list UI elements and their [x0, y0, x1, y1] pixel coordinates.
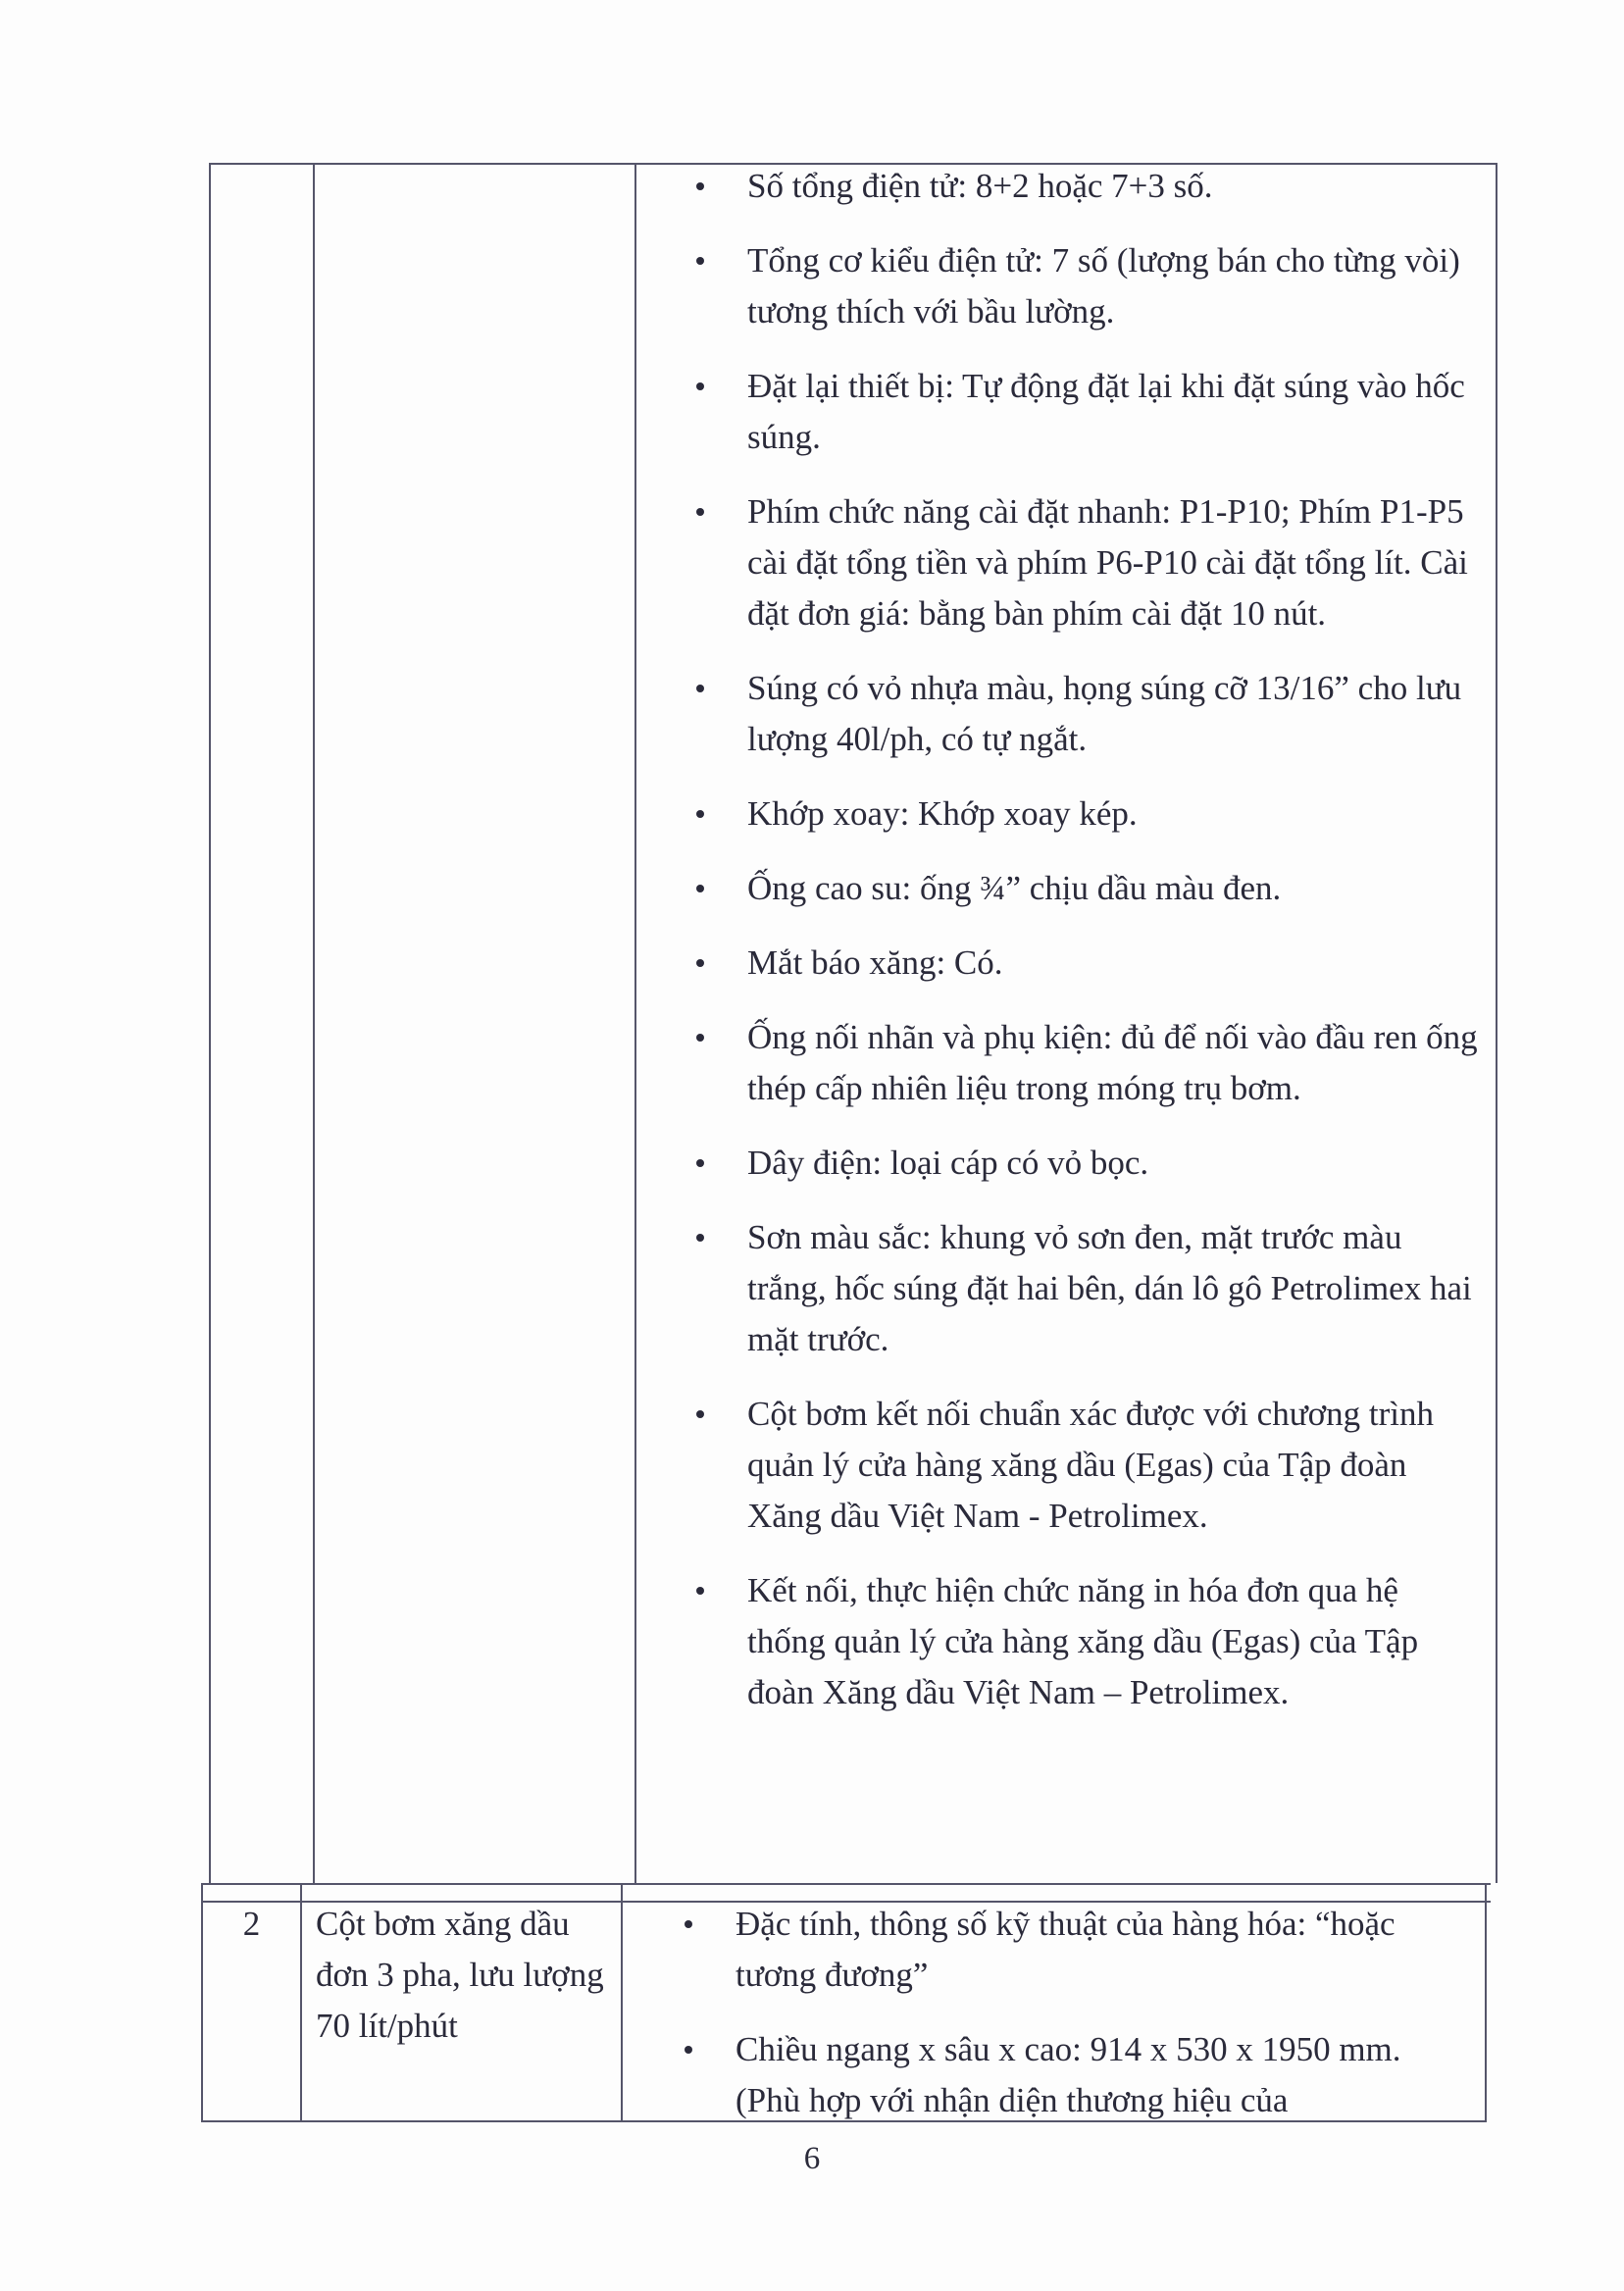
list-item: Tổng cơ kiểu điện tử: 7 số (lượng bán cho từng vòi) tương thích với bầu lường. [696, 235, 1481, 337]
list-item: Súng có vỏ nhựa màu, họng súng cỡ 13/16” cho lưu lượng 40l/ph, có tự ngắt. [696, 663, 1481, 765]
table-right-border-row2 [1485, 1883, 1487, 2122]
bullet-icon [696, 508, 704, 516]
row2-spec-cell [685, 1899, 1469, 2150]
list-item: Ống nối nhãn và phụ kiện: đủ để nối vào đầu ren ống thép cấp nhiên liệu trong móng trụ bơm. [696, 1012, 1481, 1114]
table-row-separator-top [202, 1883, 1491, 1885]
row2-stt-cell [203, 1899, 300, 1950]
row2-item-name: Cột bơm xăng dầu đơn 3 pha, lưu lượng 70 lít/phút [316, 1905, 604, 2045]
page-number: 6 [803, 2141, 821, 2176]
bullet-icon [696, 1587, 704, 1595]
list-item: Cột bơm kết nối chuẩn xác được với chương trình quản lý cửa hàng xăng dầu (Egas) của Tập đoàn Xăng dầu Việt Nam - Petrolimex. [696, 1389, 1481, 1542]
list-item: Sơn màu sắc: khung vỏ sơn đen, mặt trước màu trắng, hốc súng đặt hai bên, dán lô gô Petrolimex hai mặt trước. [696, 1212, 1481, 1365]
list-item: Khớp xoay: Khớp xoay kép. [696, 789, 1481, 840]
bullet-icon [696, 685, 704, 692]
row2-spec-list [685, 1899, 1469, 2126]
bullet-icon [696, 959, 704, 967]
list-item: Ống cao su: ống ¾” chịu dầu màu đen. [696, 863, 1481, 914]
list-item: Mắt báo xăng: Có. [696, 938, 1481, 989]
bullet-icon [685, 2046, 692, 2054]
list-item: Phím chức năng cài đặt nhanh: P1-P10; Phím P1-P5 cài đặt tổng tiền và phím P6-P10 cài đặt tổng lít. Cài đặt đơn giá: bằng bàn phím cài đặt 10 nút. [696, 486, 1481, 639]
table-left-border-row1 [209, 163, 211, 1883]
bullet-icon [696, 1159, 704, 1167]
bullet-icon [696, 1410, 704, 1418]
table-col1-divider-row1 [313, 163, 315, 1883]
list-item: Dây điện: loại cáp có vỏ bọc. [696, 1138, 1481, 1189]
bullet-icon [696, 182, 704, 190]
row2-item-name-cell [316, 1899, 610, 2052]
bullet-icon [696, 885, 704, 892]
table-col1-divider-row2 [300, 1883, 302, 2122]
bullet-icon [696, 257, 704, 265]
table-col2-divider-row1 [634, 163, 636, 1883]
table-col2-divider-row2 [621, 1883, 623, 2122]
list-item: Số tổng điện tử: 8+2 hoặc 7+3 số. [696, 161, 1481, 212]
list-item: Đặc tính, thông số kỹ thuật của hàng hóa: “hoặc tương đương” [685, 1899, 1469, 2001]
row1-spec-cell [696, 161, 1481, 1742]
bullet-icon [696, 810, 704, 818]
bullet-icon [685, 1920, 692, 1928]
list-item: Đặt lại thiết bị: Tự động đặt lại khi đặt súng vào hốc súng. [696, 361, 1481, 463]
bullet-icon [696, 1234, 704, 1242]
bullet-icon [696, 382, 704, 390]
list-item: Chiều ngang x sâu x cao: 914 x 530 x 1950 mm. (Phù hợp với nhận diện thương hiệu của [685, 2024, 1469, 2126]
row2-stt: 2 [242, 1905, 261, 1943]
list-item: Kết nối, thực hiện chức năng in hóa đơn qua hệ thống quản lý cửa hàng xăng dầu (Egas) của Tập đoàn Xăng dầu Việt Nam – Petrolimex. [696, 1565, 1481, 1718]
bullet-icon [696, 1034, 704, 1042]
table-right-border-row1 [1496, 163, 1497, 1883]
row1-spec-list [696, 161, 1481, 1718]
